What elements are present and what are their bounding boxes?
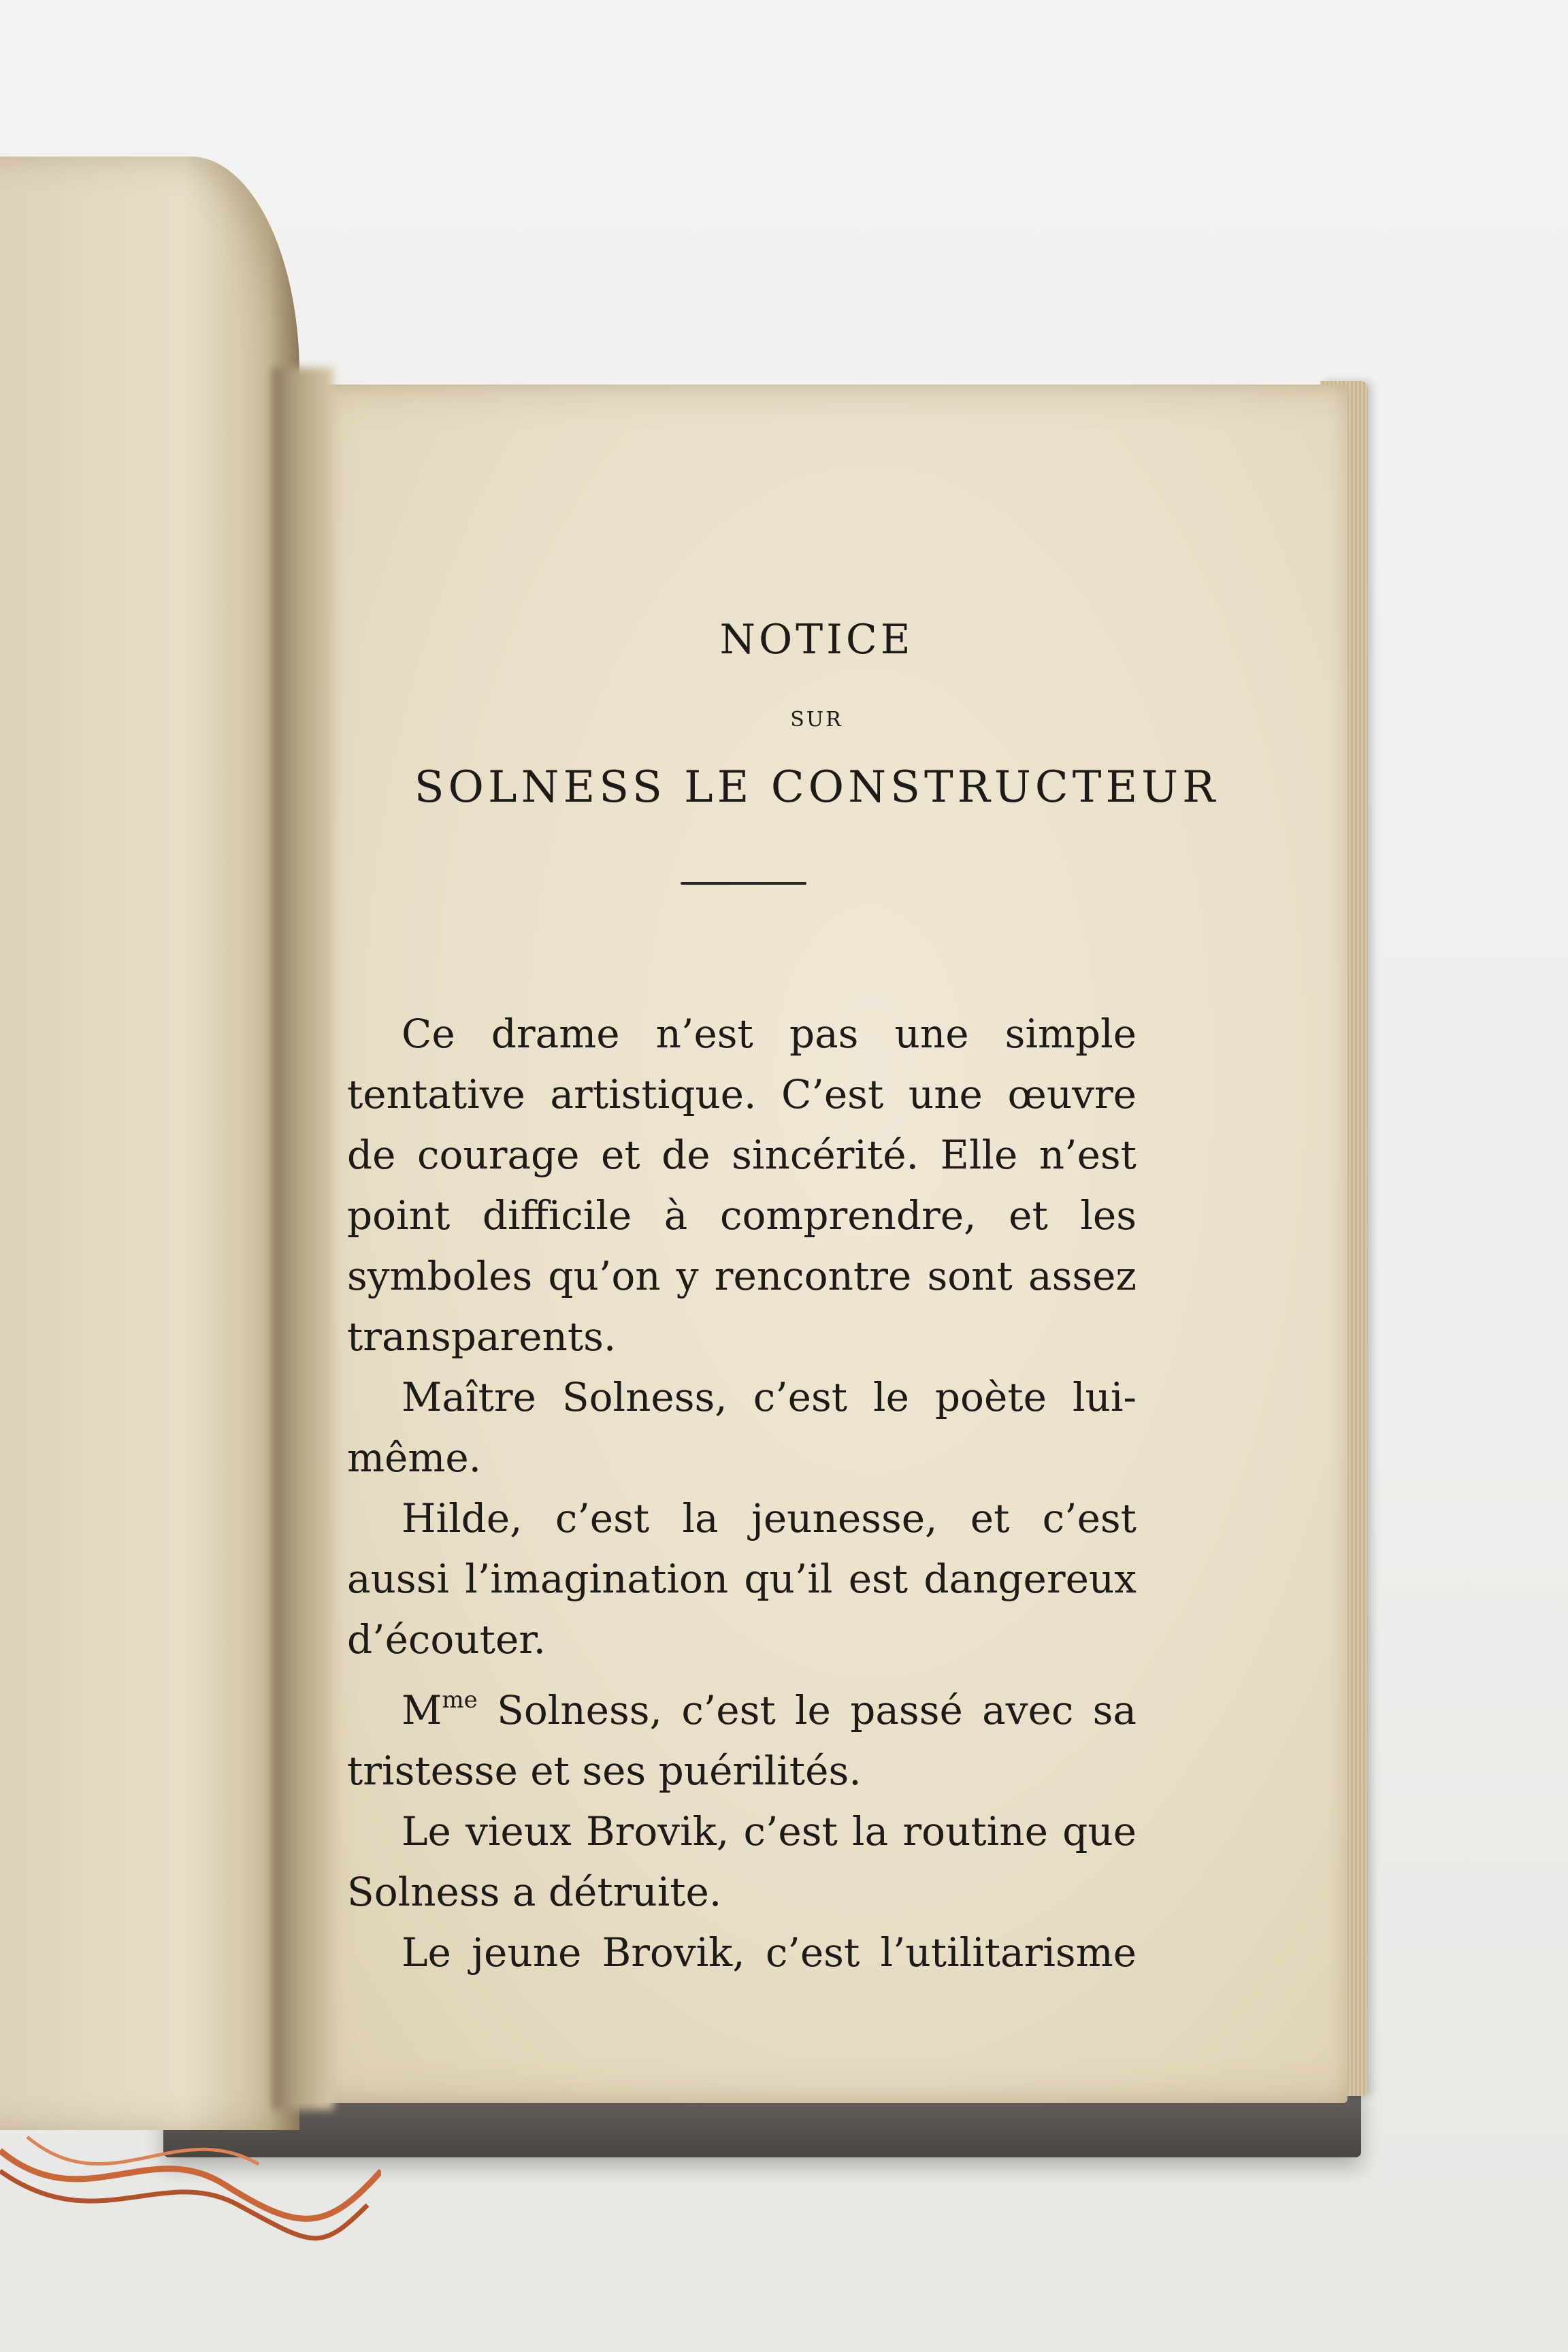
play-title: SOLNESS LE CONSTRUCTEUR (414, 762, 1220, 813)
connector-word: SUR (790, 708, 843, 732)
mme-prefix: M (402, 1687, 442, 1733)
paragraph-4-text: Solness, c’est le passé avec sa tristesse et ses puérilités. (347, 1687, 1137, 1794)
paragraph-6: Le jeune Brovik, c’est l’utilitarisme (402, 1929, 1137, 1976)
notice-heading: NOTICE (719, 616, 914, 664)
paragraph-1: Ce drame n’est pas une simple tentative artistique. C’est une œuvre de courage et de sincérité. Elle n’est point difficile à comprendre, et les symboles qu’on y rencontre sont assez transparents. (347, 1011, 1137, 1360)
body-text (347, 1004, 1137, 1983)
paragraph-4 (347, 1670, 1137, 1801)
mme-superscript: me (442, 1686, 478, 1714)
paragraph-2: Maître Solness, c’est le poète lui-même. (347, 1374, 1137, 1481)
bookmark-string (0, 2123, 381, 2273)
paragraph-5: Le vieux Brovik, c’est la routine que Solness a détruite. (347, 1808, 1137, 1915)
paragraph-3: Hilde, c’est la jeunesse, et c’est aussi l’imagination qu’il est dangereux d’écouter. (347, 1495, 1137, 1663)
left-page (0, 157, 299, 2130)
title-rule (681, 882, 806, 885)
